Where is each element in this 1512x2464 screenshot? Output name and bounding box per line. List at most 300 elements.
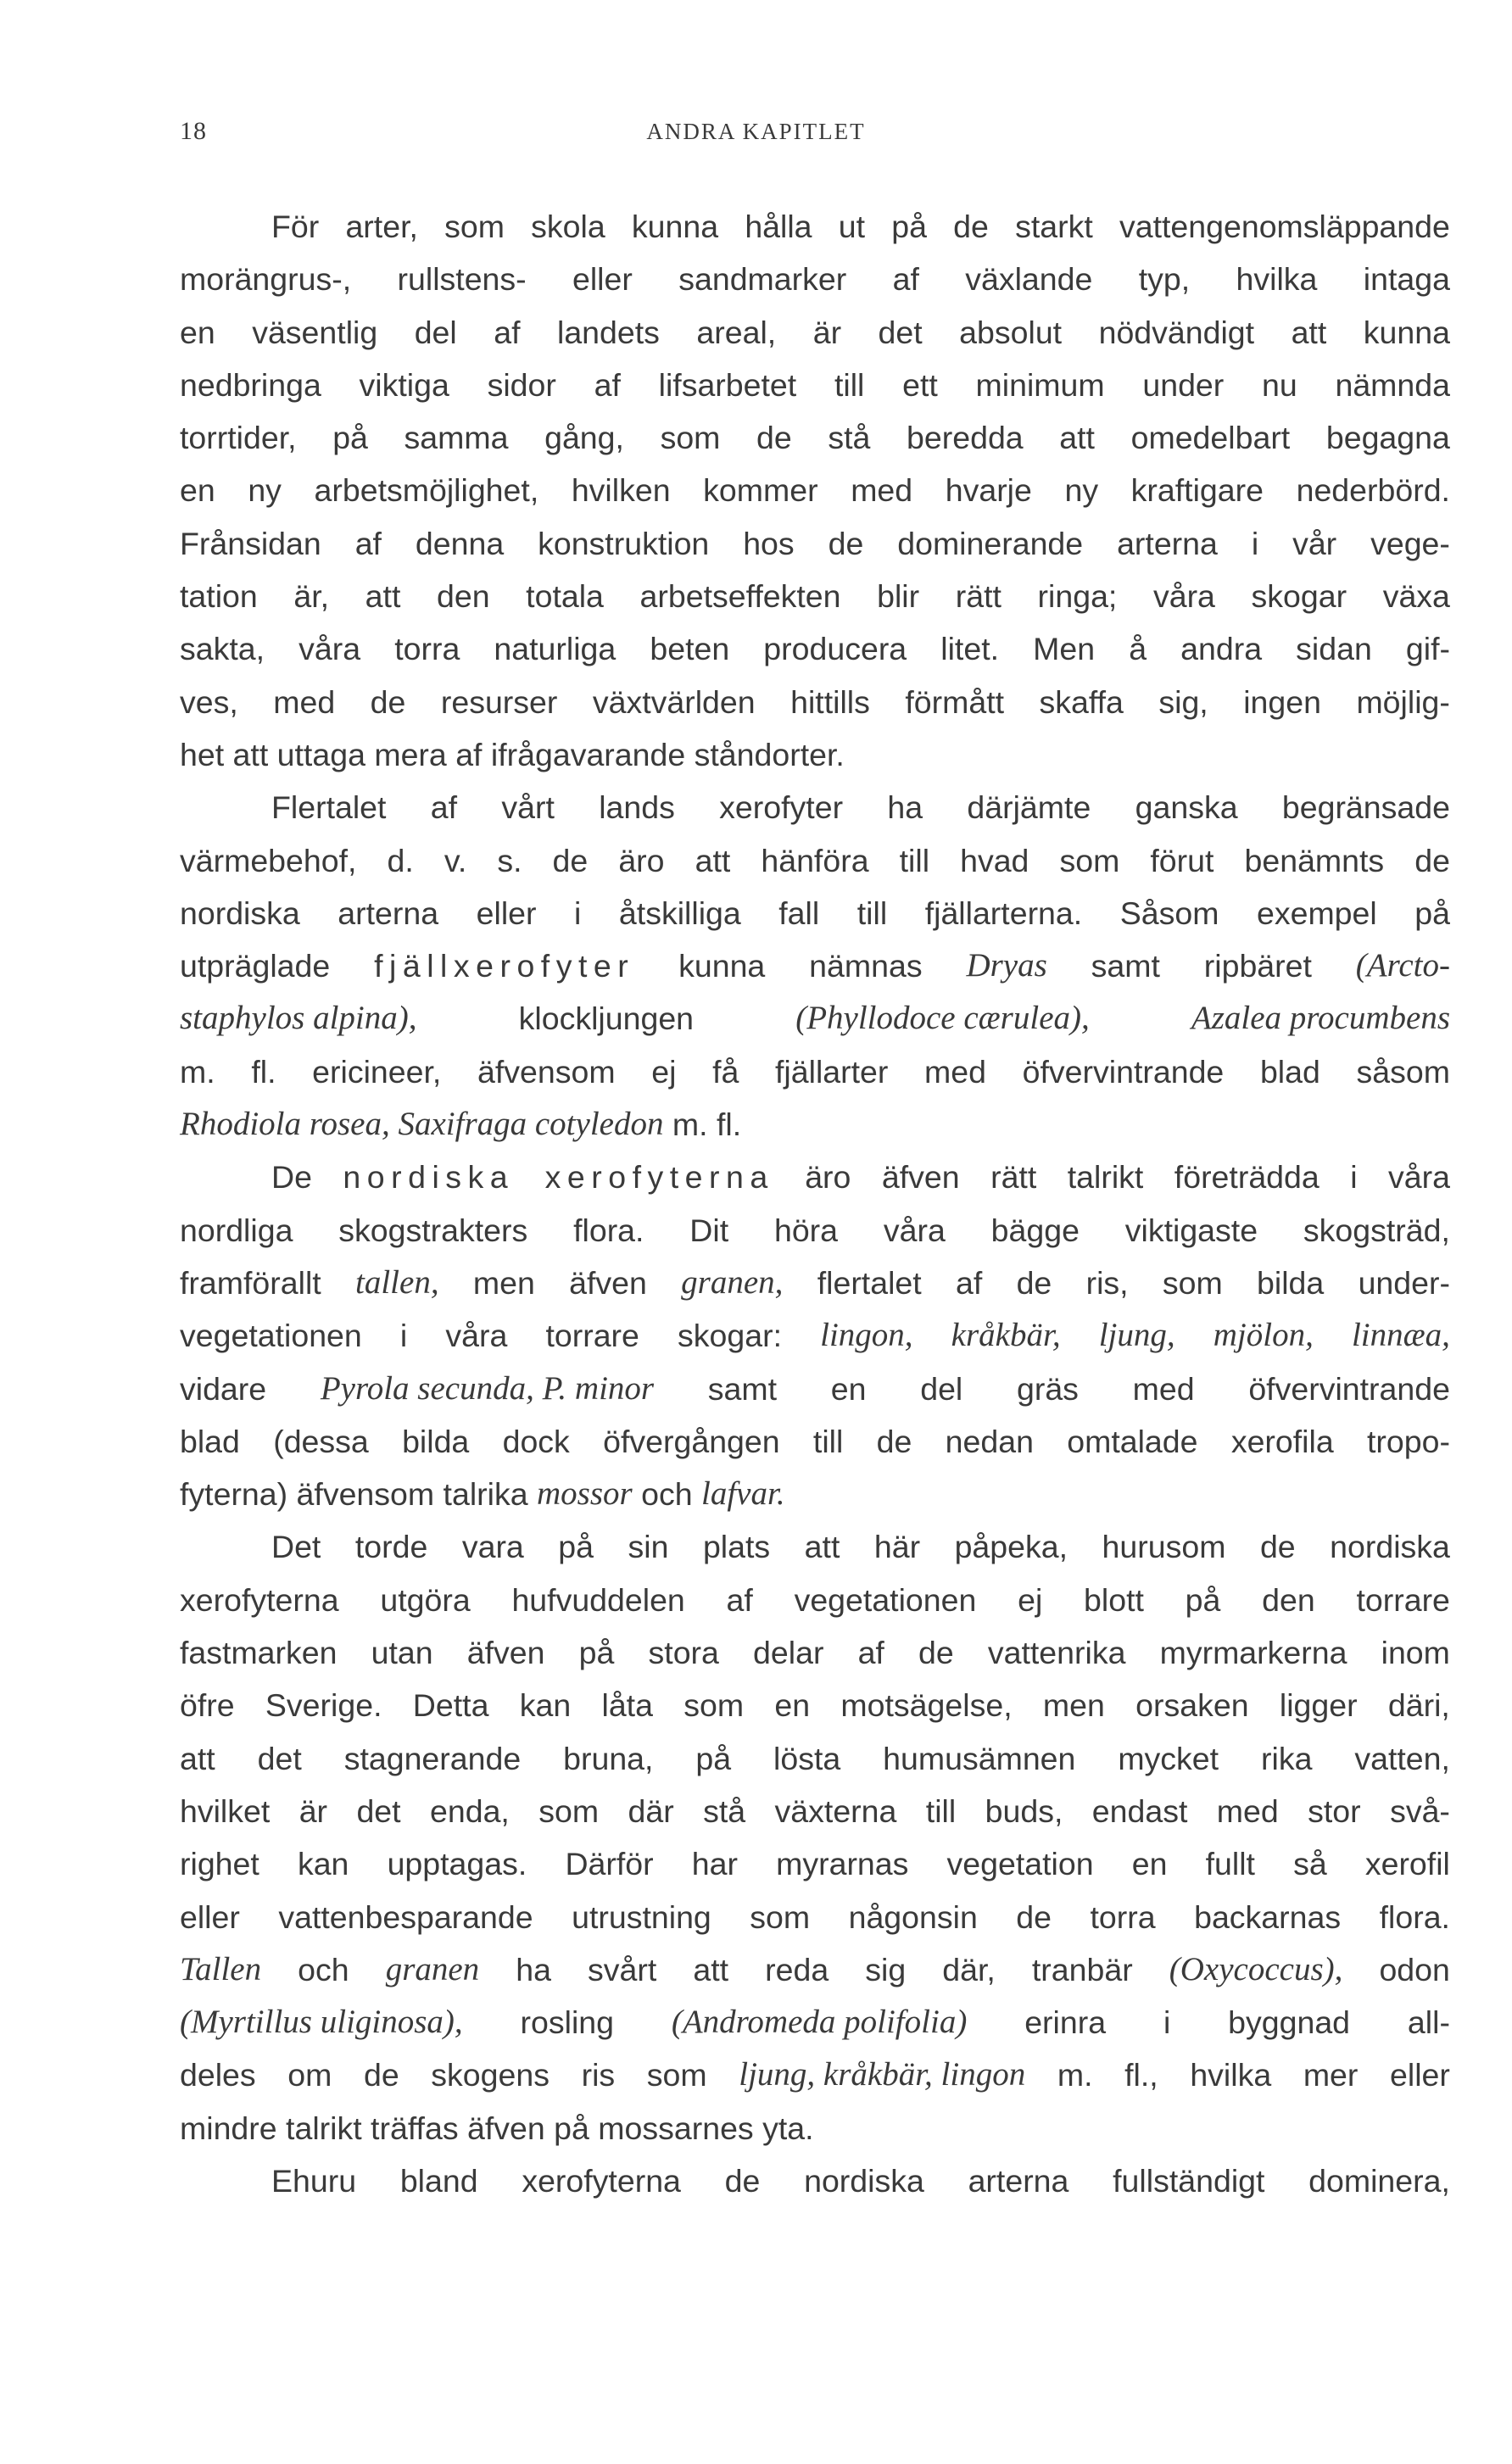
word: rullstens-: [397, 261, 527, 298]
word: kunna: [631, 209, 719, 244]
word: lafvar.: [701, 1475, 785, 1513]
word: hänföra: [761, 842, 869, 878]
word: ripbäret: [1203, 948, 1312, 984]
word: på: [695, 1740, 732, 1776]
body-text: [180, 200, 1450, 2207]
text-line: [180, 1785, 1450, 1837]
word: dominerande: [897, 525, 1084, 561]
word: nordliga: [180, 1212, 293, 1248]
word: viktiga: [359, 366, 449, 403]
word: den: [1262, 1581, 1315, 1618]
word: För: [271, 209, 320, 244]
word: granen,: [681, 1263, 784, 1301]
word: mer: [1303, 2057, 1359, 2093]
word: m.: [180, 1053, 215, 1090]
word: Rhodiola rosea, Saxifraga cotyledon: [180, 1106, 664, 1143]
text-line: [180, 1098, 1450, 1151]
word: sig: [865, 1951, 907, 1987]
word: under: [1142, 366, 1225, 403]
word: Men: [1033, 631, 1096, 667]
word: skaffa: [1039, 683, 1124, 720]
word: dominera,: [1308, 2162, 1450, 2199]
word: har: [691, 1846, 738, 1882]
word: rosling: [520, 2004, 614, 2041]
word: växtvärlden: [592, 683, 756, 720]
word: på: [1414, 895, 1450, 931]
word: humusämnen: [883, 1740, 1076, 1776]
word: eller: [476, 895, 537, 931]
text-line: [180, 2155, 1450, 2207]
word: de: [828, 525, 864, 561]
text-line: [180, 1574, 1450, 1626]
word: skogens: [431, 2057, 550, 2093]
word: ny: [1064, 472, 1099, 509]
word: inom: [1381, 1635, 1450, 1671]
word: de: [1414, 842, 1450, 878]
text-line: [180, 517, 1450, 570]
word: fyterna) äfvensom talrika: [180, 1476, 537, 1513]
text-line: [180, 2102, 1450, 2155]
word: blir: [877, 578, 920, 615]
word: landets: [557, 314, 660, 350]
text-line: [180, 939, 1450, 992]
word: beten: [650, 631, 730, 667]
word: tranbär: [1031, 1951, 1133, 1987]
word: byggnad: [1228, 2004, 1351, 2041]
word: ej: [1018, 1581, 1043, 1618]
word: m. fl.: [663, 1107, 742, 1143]
word: Ehuru: [271, 2162, 357, 2199]
word: att: [695, 842, 731, 878]
word: öfvervintrande: [1248, 1370, 1450, 1407]
word: på: [578, 1635, 615, 1671]
word: flora.: [1379, 1898, 1450, 1935]
word: svårt: [588, 1951, 657, 1987]
word: torrtider,: [180, 420, 297, 456]
word: Frånsidan: [180, 525, 321, 561]
word: ej: [651, 1053, 677, 1090]
word: reda: [765, 1951, 829, 1987]
word: vår: [1292, 525, 1337, 561]
word: fjällarter: [775, 1053, 889, 1090]
word: skola: [531, 209, 605, 244]
word: såsom: [1356, 1053, 1450, 1090]
word: naturliga: [494, 631, 617, 667]
word: samt: [1091, 948, 1160, 984]
word: det: [257, 1740, 302, 1776]
text-line: [180, 1943, 1450, 1996]
word: arterna: [968, 2162, 1069, 2199]
word: (Phyllodoce cærulea),: [795, 1000, 1090, 1037]
word: i: [1251, 525, 1259, 561]
word: deles: [180, 2057, 256, 2093]
word: lösta: [773, 1740, 841, 1776]
word: andra: [1180, 631, 1263, 667]
word: och: [632, 1476, 702, 1513]
word: ves,: [180, 683, 238, 720]
word: däri,: [1387, 1687, 1450, 1724]
word: de: [1016, 1264, 1052, 1301]
word: de: [363, 2057, 399, 2093]
word: v.: [444, 842, 467, 878]
word: nu: [1262, 366, 1297, 403]
word: kan: [297, 1846, 349, 1882]
word: blott: [1084, 1581, 1144, 1618]
word: del: [920, 1370, 963, 1407]
word: på: [332, 420, 368, 456]
word: blad: [180, 1423, 240, 1459]
text-line: [180, 728, 1450, 781]
word: våra: [1152, 578, 1215, 615]
word: växlande: [965, 261, 1093, 298]
word: Sverige.: [265, 1687, 382, 1724]
word: vara: [461, 1529, 524, 1565]
word: plats: [702, 1529, 771, 1565]
word: viktigaste: [1124, 1212, 1258, 1248]
word: ljung, kråkbär, lingon: [739, 2056, 1026, 2093]
text-line: [180, 1626, 1450, 1679]
word: som: [538, 1792, 600, 1829]
word: är: [812, 314, 842, 350]
word: våra: [1388, 1159, 1450, 1196]
word: kråkbär,: [951, 1317, 1061, 1354]
word: de: [876, 1423, 912, 1459]
word: är: [298, 1792, 328, 1829]
word: fl.,: [1124, 2057, 1158, 2093]
word: Flertalet: [271, 789, 387, 826]
word: åtskilliga: [618, 895, 741, 931]
word: torrare: [1356, 1581, 1450, 1618]
word: med: [1132, 1370, 1195, 1407]
word: torde: [354, 1529, 428, 1565]
word: lands: [599, 789, 675, 826]
word: vattengenomsläppande: [1119, 209, 1450, 244]
word: fjällarterna.: [924, 895, 1083, 931]
word: kraftigare: [1130, 472, 1264, 509]
word: minimum: [975, 366, 1105, 403]
word: flertalet: [817, 1264, 922, 1301]
word: nederbörd.: [1296, 472, 1450, 509]
word: arbetseffekten: [639, 578, 841, 615]
word: mossor: [537, 1475, 633, 1513]
word: de: [953, 209, 989, 244]
word: hvilka: [1236, 261, 1318, 298]
word: stå: [828, 420, 871, 456]
word: på: [1185, 1581, 1221, 1618]
word: vegetation: [946, 1846, 1094, 1882]
word: stagnerande: [343, 1740, 522, 1776]
word: på: [891, 209, 927, 244]
text-line: [180, 1151, 1450, 1203]
word: vatten,: [1354, 1740, 1450, 1776]
text-line: [180, 1257, 1450, 1309]
word: lingon,: [820, 1317, 913, 1354]
word: mjölon,: [1213, 1317, 1314, 1354]
word: äfvensom: [477, 1053, 616, 1090]
word: ut: [838, 209, 866, 244]
word: torrare: [545, 1318, 639, 1354]
word: eller: [572, 261, 633, 298]
word: en: [180, 314, 215, 350]
word: företrädda: [1174, 1159, 1320, 1196]
word: Dit: [689, 1212, 729, 1248]
word: någonsin: [848, 1898, 978, 1935]
word: de: [1016, 1898, 1052, 1935]
word: starkt: [1015, 209, 1093, 244]
word: samma: [404, 420, 509, 456]
word: är,: [293, 578, 330, 615]
word: hvilka: [1190, 2057, 1272, 2093]
text-line: [180, 887, 1450, 939]
word: ingen: [1243, 683, 1321, 720]
word: begränsade: [1281, 789, 1450, 826]
word: typ,: [1138, 261, 1191, 298]
word: af: [594, 366, 621, 403]
word: som: [1059, 842, 1120, 878]
word: äfven: [569, 1264, 647, 1301]
word: tation: [180, 578, 258, 615]
word: det: [878, 314, 923, 350]
word: talrikt: [1067, 1159, 1144, 1196]
word: arterna: [1117, 525, 1218, 561]
word: fall: [778, 895, 820, 931]
word: omtalade: [1067, 1423, 1198, 1459]
text-line: [180, 200, 1450, 253]
word: totala: [526, 578, 604, 615]
text-line: [180, 306, 1450, 359]
text-line: [180, 1415, 1450, 1468]
word: De: [271, 1159, 312, 1196]
word: arbetsmöjlighet,: [314, 472, 539, 509]
word: och: [298, 1951, 349, 1987]
word: benämnts: [1244, 842, 1385, 878]
word: där,: [942, 1951, 996, 1987]
word: myrmarkerna: [1159, 1635, 1347, 1671]
word: med: [1216, 1792, 1279, 1829]
word: äfven: [466, 1635, 545, 1671]
word: af: [956, 1264, 983, 1301]
word: de: [756, 420, 792, 456]
word: som: [1162, 1264, 1223, 1301]
word: att: [180, 1740, 215, 1776]
word: de: [724, 2162, 761, 2199]
word: vårt: [501, 789, 555, 826]
word: rätt: [990, 1159, 1037, 1196]
word: möjlig-: [1356, 683, 1450, 720]
word: samt: [707, 1370, 778, 1407]
word: delar: [753, 1635, 824, 1671]
word: af: [494, 314, 521, 350]
word: Därför: [565, 1846, 654, 1882]
word: eller: [1390, 2057, 1450, 2093]
word: till: [856, 895, 888, 931]
word: het att uttaga mera af ifrågavarande ståndorter.: [180, 736, 845, 772]
word: af: [354, 525, 382, 561]
word: sin: [628, 1529, 669, 1565]
text-line: [180, 1520, 1450, 1573]
word: nordiska: [804, 2162, 924, 2199]
word: sakta,: [180, 631, 265, 667]
word: en: [830, 1370, 867, 1407]
text-line: [180, 253, 1450, 305]
word: hurusom: [1102, 1529, 1226, 1565]
word: hufvuddelen: [511, 1581, 685, 1618]
word: hittills: [790, 683, 870, 720]
text-line: [180, 1309, 1450, 1362]
word: producera: [763, 631, 907, 667]
word: staphylos alpina),: [180, 1000, 417, 1037]
word: att: [1059, 420, 1095, 456]
word: flora.: [573, 1212, 644, 1248]
word: stå: [703, 1792, 746, 1829]
word: mycket: [1118, 1740, 1219, 1776]
word: kommer: [703, 472, 818, 509]
word: sig,: [1158, 683, 1208, 720]
text-line: [180, 1468, 1450, 1520]
word: denna: [415, 525, 505, 561]
word: erinra: [1024, 2004, 1107, 2041]
word: äro: [618, 842, 665, 878]
text-line: [180, 1732, 1450, 1785]
word: eller: [180, 1898, 240, 1935]
word: upptagas.: [387, 1846, 527, 1882]
word: äro: [805, 1159, 851, 1196]
word: ris,: [1085, 1264, 1129, 1301]
word: till: [812, 1423, 844, 1459]
word: tropo-: [1367, 1423, 1450, 1459]
word: begagna: [1325, 420, 1450, 456]
word: ny: [248, 472, 282, 509]
word: men: [472, 1264, 535, 1301]
word: i: [1163, 2004, 1171, 2041]
word: på: [558, 1529, 594, 1565]
word: af: [726, 1581, 753, 1618]
word: beredda: [907, 420, 1024, 456]
word: motsägelse,: [840, 1687, 1013, 1724]
word: linnæa,: [1351, 1317, 1450, 1354]
word: ganska: [1135, 789, 1238, 826]
word: en: [774, 1687, 811, 1724]
word: ericineer,: [312, 1053, 442, 1090]
word: där: [628, 1792, 674, 1829]
text-line: [180, 1679, 1450, 1731]
text-line: [180, 464, 1450, 516]
running-title: ANDRA KAPITLET: [646, 119, 866, 144]
text-line: [180, 1837, 1450, 1890]
word: granen: [385, 1950, 480, 1987]
word: de: [370, 683, 406, 720]
word: m.: [1057, 2057, 1093, 2093]
word: vegetationen: [794, 1581, 977, 1618]
word: om: [287, 2057, 332, 2093]
word: ljung,: [1098, 1317, 1175, 1354]
word: myrarnas: [776, 1846, 909, 1882]
word: nedbringa: [180, 366, 321, 403]
word: men: [1042, 1687, 1105, 1724]
word: som: [750, 1898, 811, 1935]
word: i: [574, 895, 582, 931]
word: stora: [648, 1635, 719, 1671]
word: vidare: [180, 1370, 267, 1407]
word: xerofyterna: [544, 1159, 774, 1196]
word: xerofila: [1230, 1423, 1334, 1459]
word: xerofyterna: [180, 1581, 339, 1618]
word: som: [660, 420, 721, 456]
word: (Myrtillus uliginosa),: [180, 2004, 463, 2041]
word: kan: [519, 1687, 572, 1724]
word: utpräglade: [180, 948, 331, 984]
word: väsentlig: [252, 314, 378, 350]
word: (Arcto-: [1355, 947, 1450, 984]
word: morängrus-,: [180, 261, 352, 298]
word: af: [430, 789, 458, 826]
word: ha: [516, 1951, 551, 1987]
word: till: [925, 1792, 957, 1829]
word: de: [1259, 1529, 1296, 1565]
word: fullständigt: [1113, 2162, 1265, 2199]
page-number: 18: [180, 117, 207, 145]
word: en: [180, 472, 215, 509]
text-line: [180, 1045, 1450, 1098]
text-line: [180, 359, 1450, 411]
word: våra: [445, 1318, 508, 1354]
text-line: [180, 834, 1450, 887]
word: till: [834, 366, 865, 403]
word: hvilket: [180, 1792, 271, 1829]
text-line: [180, 570, 1450, 622]
word: en: [1131, 1846, 1168, 1882]
word: all-: [1407, 2004, 1450, 2041]
word: lifsarbetet: [658, 366, 797, 403]
word: att: [804, 1529, 840, 1565]
text-line: [180, 1891, 1450, 1943]
word: (dessa: [273, 1423, 369, 1459]
word: hvilken: [571, 472, 671, 509]
word: förut: [1150, 842, 1214, 878]
word: orsaken: [1135, 1687, 1249, 1724]
word: sidor: [487, 366, 556, 403]
word: svå-: [1390, 1792, 1450, 1829]
word: omedelbart: [1130, 420, 1291, 456]
word: resurser: [440, 683, 558, 720]
word: skogar: [1251, 578, 1347, 615]
word: mindre talrikt träffas äfven på mossarnes yta.: [180, 2110, 814, 2146]
word: att: [1291, 314, 1327, 350]
word: höra: [773, 1212, 839, 1248]
word: nämnas: [809, 948, 923, 984]
word: klockljungen: [518, 1001, 695, 1037]
word: af: [892, 261, 919, 298]
word: skogstrakters: [338, 1212, 528, 1248]
word: som: [444, 209, 505, 244]
word: xerofyterna: [522, 2162, 681, 2199]
word: xerofyter: [719, 789, 844, 826]
word: kunna: [1363, 314, 1450, 350]
word: med: [851, 472, 913, 509]
word: nödvändigt: [1098, 314, 1255, 350]
word: hålla: [745, 209, 812, 244]
word: nedan: [945, 1423, 1034, 1459]
word: skogar:: [678, 1318, 782, 1354]
word: arterna: [338, 895, 439, 931]
word: ris: [581, 2057, 616, 2093]
word: det: [356, 1792, 401, 1829]
text-line: [180, 1204, 1450, 1257]
word: blad: [1259, 1053, 1320, 1090]
word: fastmarken: [180, 1635, 338, 1671]
word: Tallen: [180, 1950, 262, 1987]
word: som: [683, 1687, 745, 1724]
